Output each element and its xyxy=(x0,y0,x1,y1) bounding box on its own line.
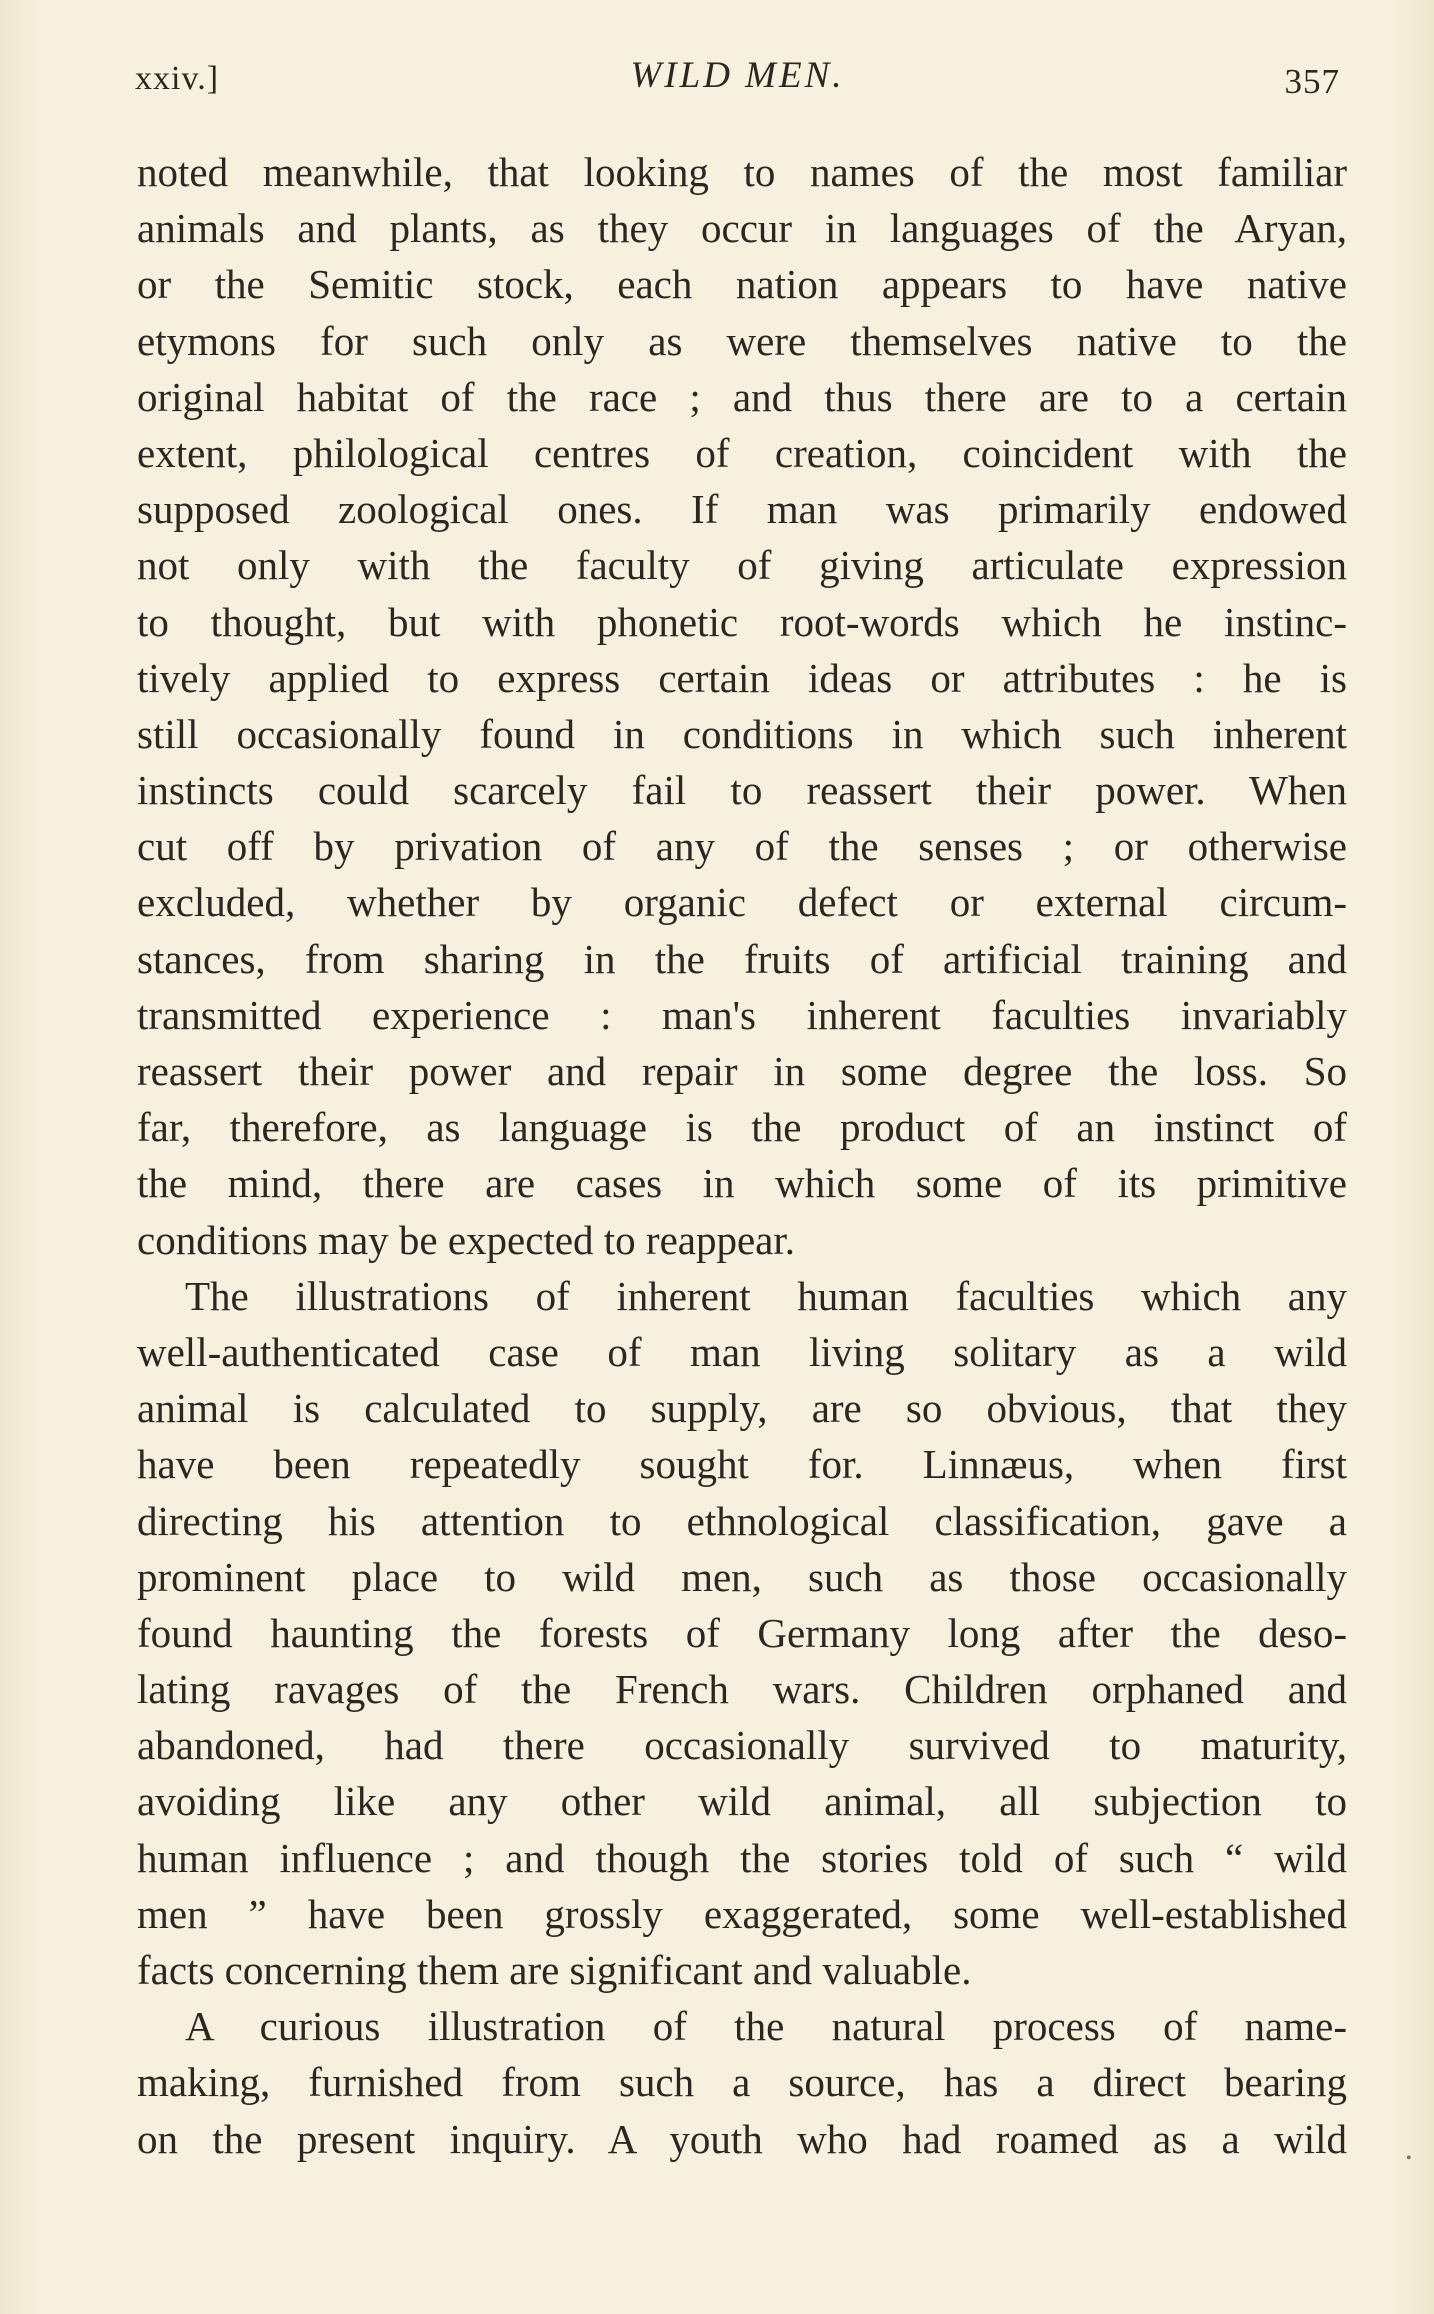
running-head xyxy=(135,52,1340,112)
text-line: cut off by privation of any of the senses ; or otherwise xyxy=(137,823,1347,870)
text-line: instincts could scarcely fail to reassert their power. When xyxy=(137,767,1347,814)
text-line: animals and plants, as they occur in languages of the Aryan, xyxy=(137,205,1347,252)
text-line: far, therefore, as language is the product of an instinct of xyxy=(137,1104,1347,1151)
text-line: or the Semitic stock, each nation appears to have native xyxy=(137,261,1347,308)
text-line: on the present inquiry. A youth who had roamed as a wild xyxy=(137,2115,1347,2162)
paragraph-start-line: The illustrations of inherent human faculties which any xyxy=(185,1272,1347,1319)
text-line: making, furnished from such a source, has a direct bearing xyxy=(137,2059,1347,2106)
text-line: excluded, whether by organic defect or external circum- xyxy=(137,879,1347,926)
text-line: not only with the faculty of giving articulate expression xyxy=(137,542,1347,589)
text-line: tively applied to express certain ideas or attributes : he is xyxy=(137,654,1347,701)
text-line: transmitted experience : man's inherent faculties invariably xyxy=(137,991,1347,1038)
text-line: noted meanwhile, that looking to names of the most familiar xyxy=(137,149,1347,195)
text-line: the mind, there are cases in which some of its primitive xyxy=(137,1160,1347,1207)
text-line: stances, from sharing in the fruits of artificial training and xyxy=(137,935,1347,982)
text-line: directing his attention to ethnological classification, gave a xyxy=(137,1497,1347,1544)
text-line: prominent place to wild men, such as those occasionally xyxy=(137,1553,1347,1600)
text-line: facts concerning them are significant and valuable. xyxy=(137,1947,972,1993)
chapter-number: xxiv.] xyxy=(135,60,220,97)
text-line: etymons for such only as were themselves native to the xyxy=(137,317,1347,364)
text-line: well-authenticated case of man living solitary as a wild xyxy=(137,1328,1347,1375)
text-line: supposed zoological ones. If man was primarily endowed xyxy=(137,486,1347,533)
text-line: to thought, but with phonetic root-words which he instinc- xyxy=(137,598,1347,645)
text-line: men ” have been grossly exaggerated, some well-established xyxy=(137,1890,1347,1937)
running-title: WILD MEN. xyxy=(630,55,845,96)
margin-mark: • xyxy=(1406,2150,1412,2167)
text-line: conditions may be expected to reappear. xyxy=(137,1216,796,1263)
text-line: extent, philological centres of creation, coincident with the xyxy=(137,429,1347,476)
text-line: avoiding like any other wild animal, all subjection to xyxy=(137,1778,1347,1825)
paragraph-start-line: A curious illustration of the natural process of name- xyxy=(185,2003,1347,2050)
body-text xyxy=(137,144,1347,2167)
text-line: original habitat of the race ; and thus there are to a certain xyxy=(137,373,1347,420)
text-line: abandoned, had there occasionally survived to maturity, xyxy=(137,1722,1347,1769)
text-line: animal is calculated to supply, are so obvious, that they xyxy=(137,1385,1347,1432)
text-line: human influence ; and though the stories told of such “ wild xyxy=(137,1834,1347,1881)
text-line: lating ravages of the French wars. Children orphaned and xyxy=(137,1666,1347,1713)
text-line: reassert their power and repair in some degree the loss. So xyxy=(137,1048,1347,1094)
page-number: 357 xyxy=(1284,62,1340,101)
text-line: found haunting the forests of Germany long after the deso- xyxy=(137,1609,1347,1656)
text-line: have been repeatedly sought for. Linnæus, when first xyxy=(137,1441,1347,1488)
text-line: still occasionally found in conditions in which such inherent xyxy=(137,710,1347,757)
